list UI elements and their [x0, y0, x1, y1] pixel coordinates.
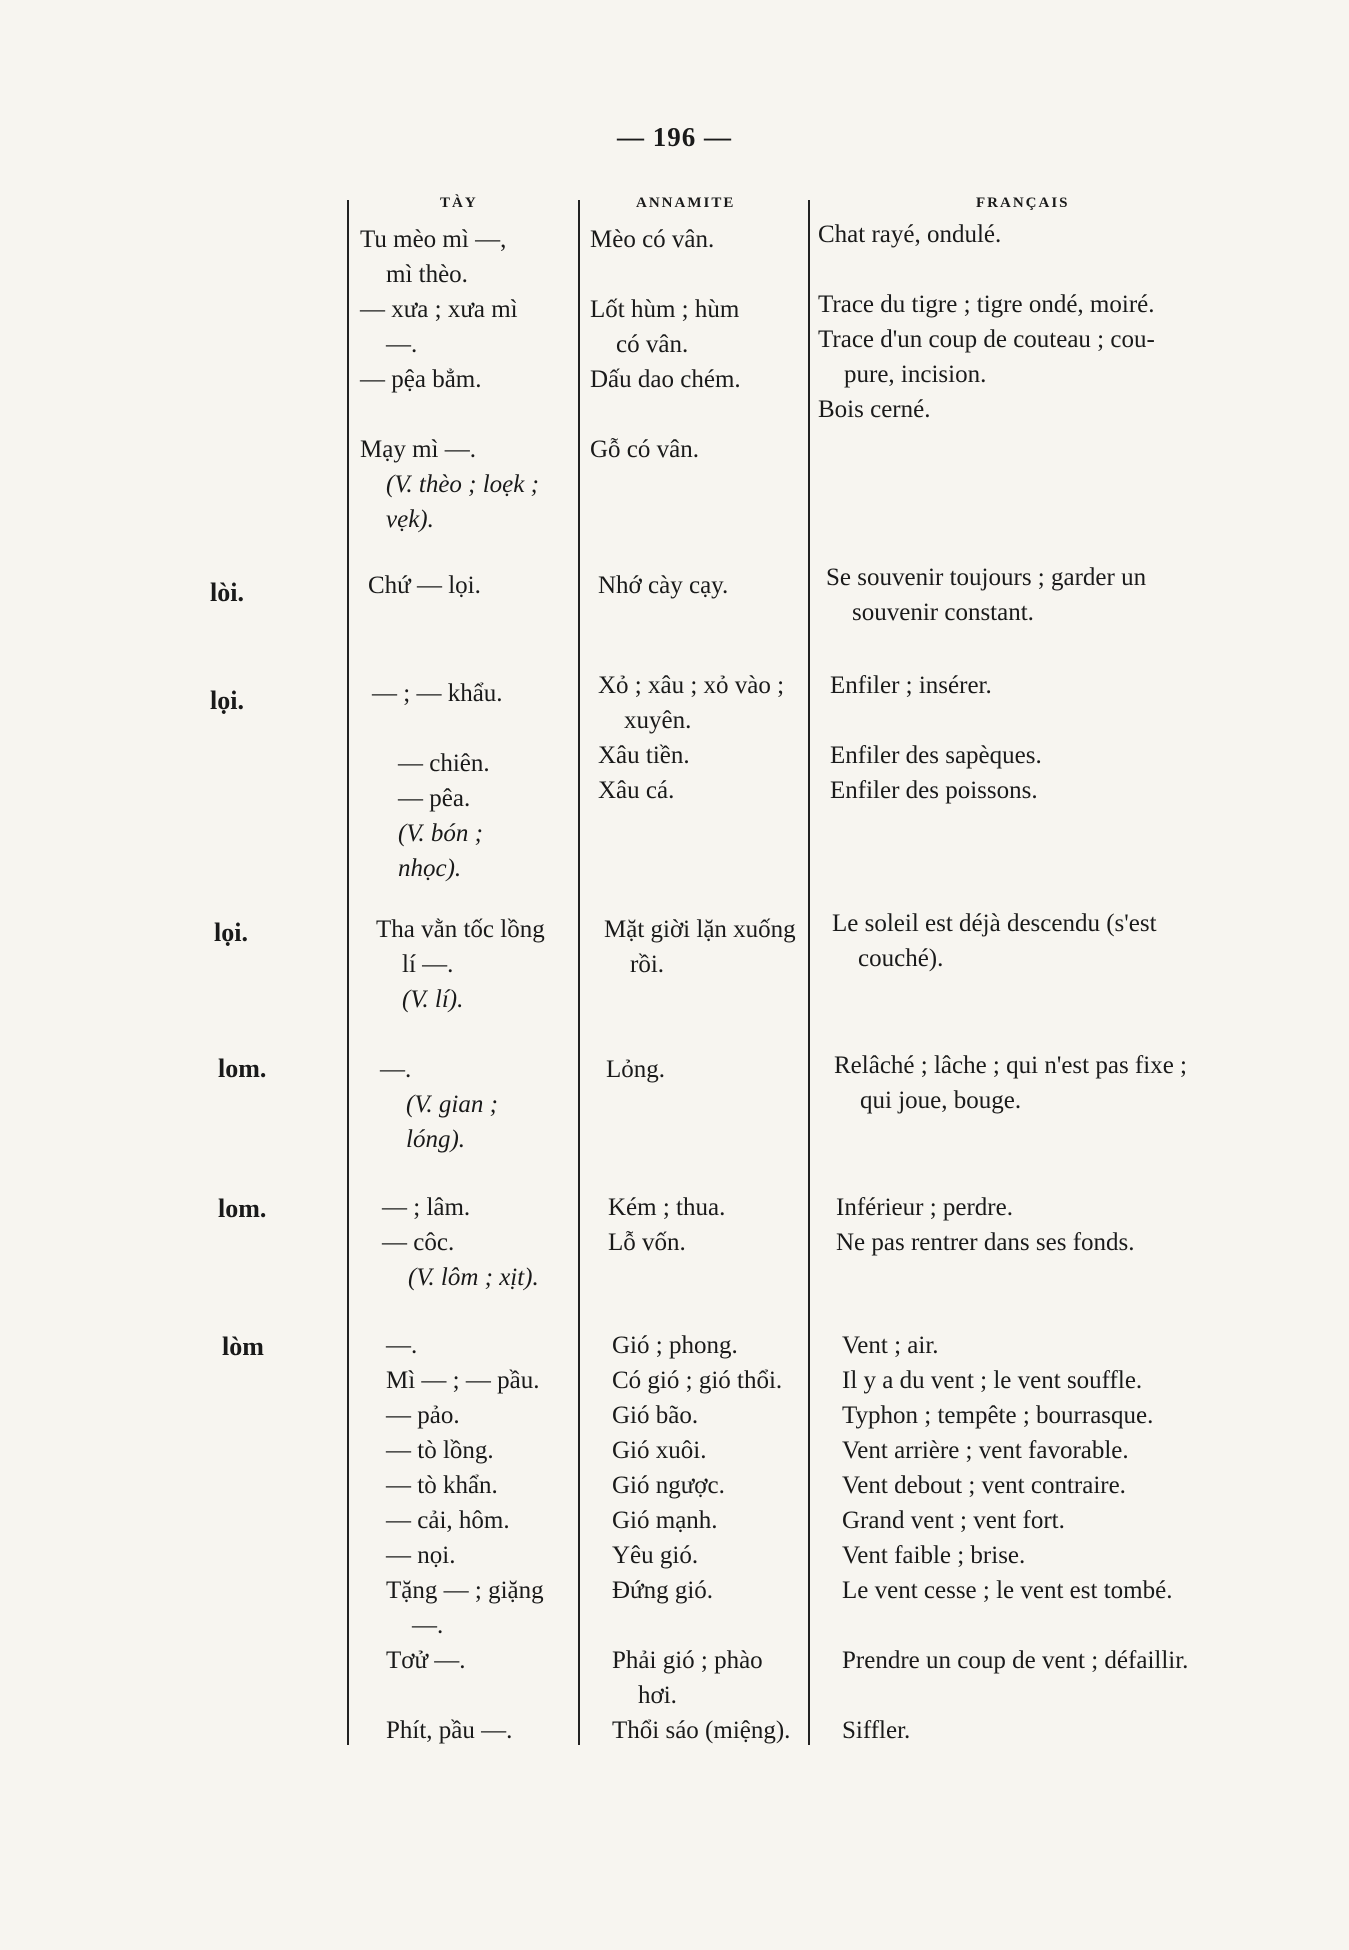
column-rule-middle [578, 200, 580, 1745]
entry-4-annamite: Lỏng. [606, 1056, 666, 1083]
entry-1-annamite: Nhớ cày cạy. [598, 572, 729, 599]
entry-0-tay: Tu mèo mì —, mì thèo. — xưa ; xưa mì —. — pệa bẳm. Mạy mì —. (V. thèo ; loẹk ; vẹk). [360, 226, 539, 533]
entry-6-annamite: Gió ; phong. Có gió ; gió thổi. Gió bão. Gió xuôi. Gió ngược. Gió mạnh. Yêu gió. Đứng gió. Phải gió ; phào hơi. Thổi sáo (miệng). [612, 1332, 791, 1744]
entry-4-tay: —. (V. gian ; lóng). [380, 1056, 498, 1153]
entry-2-tay: — ; — khẩu. — chiên. — pêa. (V. bón ; nhọc). [372, 680, 503, 882]
entry-5-francais: Inférieur ; perdre. Ne pas rentrer dans ses fonds. [836, 1194, 1135, 1256]
entry-5-headword: lom. [218, 1194, 267, 1223]
entry-1-tay: Chứ — lọi. [368, 572, 481, 599]
entry-3-annamite: Mặt giời lặn xuống rồi. [604, 916, 796, 978]
entry-5-annamite: Kém ; thua. Lỗ vốn. [608, 1194, 726, 1256]
entry-0-francais: Chat rayé, ondulé. Trace du tigre ; tigre ondé, moiré. Trace d'un coup de couteau ; cou- pure, incision. Bois cerné. [818, 221, 1155, 423]
entry-6-francais: Vent ; air. Il y a du vent ; le vent souffle. Typhon ; tempête ; bourrasque. Vent arrière ; vent favorable. Vent debout ; vent contraire. Grand vent ; vent fort. Vent faible ; brise. Le vent cesse ; le vent est tombé. Prendre un coup de vent ; défaillir. Siffler. [842, 1332, 1189, 1744]
header-francais: FRANÇAIS [976, 195, 1070, 211]
header-tay: TÀY [440, 195, 478, 211]
column-rule-right [808, 200, 810, 1745]
entry-2-annamite: Xỏ ; xâu ; xỏ vào ; xuyên. Xâu tiền. Xâu cá. [598, 672, 785, 804]
column-rule-left [347, 200, 349, 1745]
entry-2-francais: Enfiler ; insérer. Enfiler des sapèques. Enfiler des poissons. [830, 672, 1042, 804]
entry-2-headword: lọi. [210, 686, 244, 715]
header-annamite: ANNAMITE [636, 195, 736, 211]
entry-3-headword: lọi. [214, 918, 248, 947]
entry-3-tay: Tha vằn tốc lồng lí —. (V. lí). [376, 916, 545, 1013]
entry-4-headword: lom. [218, 1054, 267, 1083]
entry-1-headword: lòi. [210, 578, 244, 607]
entry-6-tay: —. Mì — ; — pầu. — pảo. — tò lồng. — tò khẩn. — cải, hôm. — nọi. Tặng — ; giặng —. Tơử —. Phít, pầu —. [386, 1332, 544, 1744]
entry-3-francais: Le soleil est déjà descendu (s'est couché). [832, 910, 1157, 972]
entry-4-francais: Relâché ; lâche ; qui n'est pas fixe ; qui joue, bouge. [834, 1052, 1187, 1114]
entry-6-headword: lòm [222, 1332, 264, 1361]
entry-5-tay: — ; lâm. — côc. (V. lôm ; xịt). [382, 1194, 539, 1291]
page-number: — 196 — [617, 122, 732, 152]
entry-0-annamite: Mèo có vân. Lốt hùm ; hùm có vân. Dấu dao chém. Gỗ có vân. [590, 226, 741, 463]
entry-1-francais: Se souvenir toujours ; garder un souvenir constant. [826, 564, 1147, 626]
